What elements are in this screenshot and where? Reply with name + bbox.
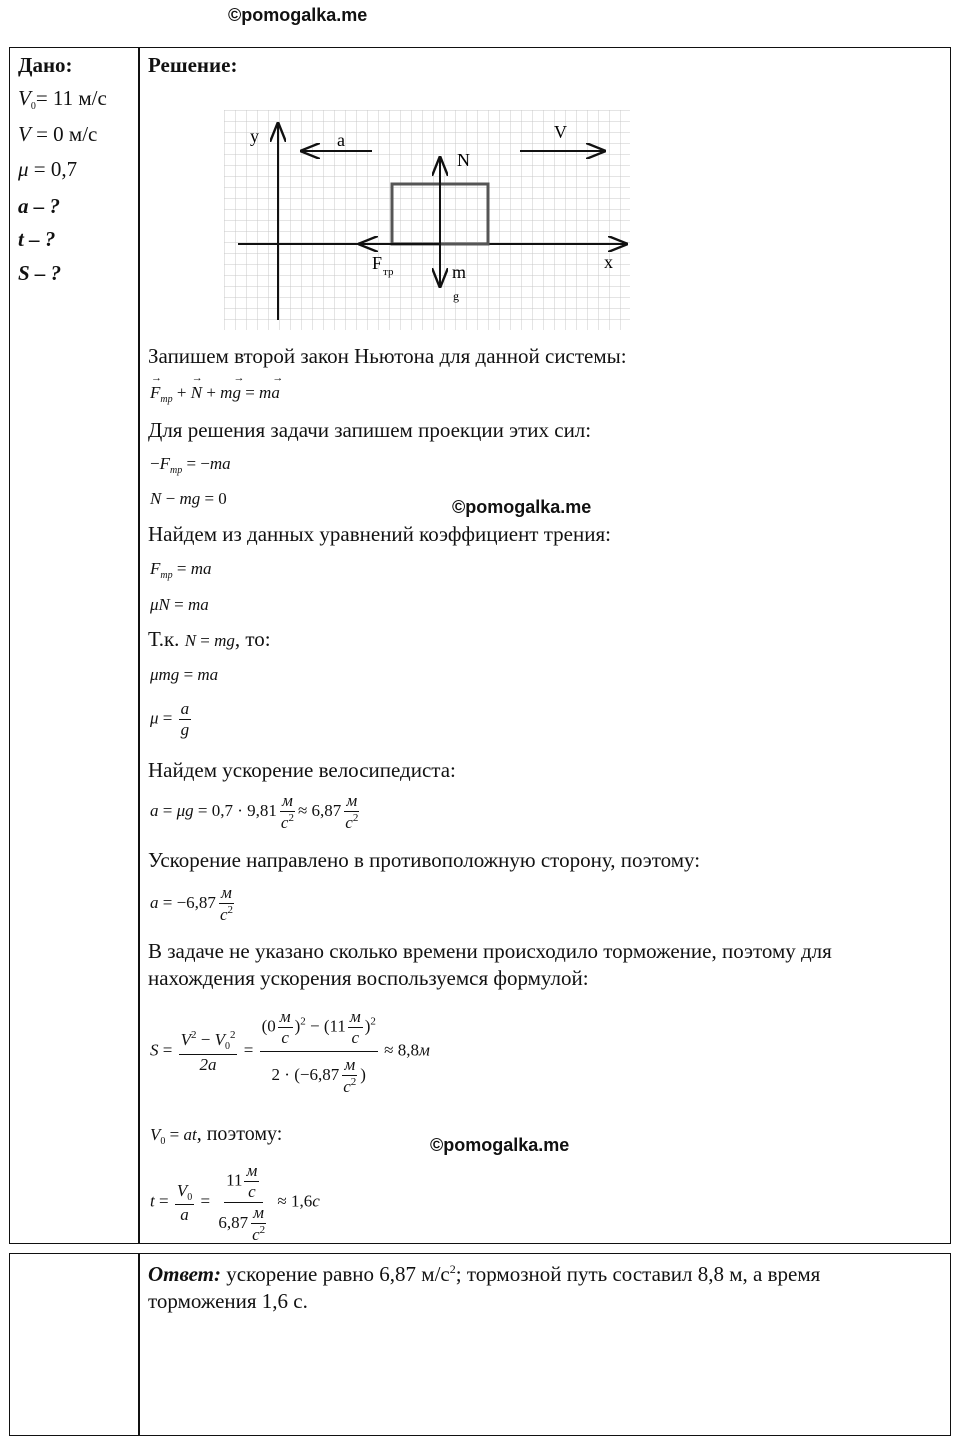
since-text: Т.к. N = mg, то: [148,627,271,651]
friction-coefficient-text: Найдем из данных уравнений коэффициент трения: [148,522,611,546]
watermark-bottom: ©pomogalka.me [430,1135,570,1155]
equation-newton-vector: → $F_{тр}$ + → N + m→ g = m→ a [150,384,280,405]
given-t-unknown: t – ? [18,227,56,251]
given-mu: μ = 0,7 [18,157,78,181]
answer-line1: Ответ: ускорение равно 6,87 $м/с^2$; тормозной путь составил 8,8 м, а время [148,1262,821,1286]
equation-projection-x: $-F_{тр} = -ma$ [150,454,231,476]
equation-distance: S = $\frac{V^2 - V_0^2}{2a}$ = (0 $\frac{м}{c}$ )$^2$ − (11 $\frac{м}{c}$ )$^2$ 2 · (−6,87 $\frac{м}{c^2}$ ) ≈ 8,8м [150,1007,430,1096]
answer-column-divider [138,1253,140,1436]
equation-negative-acceleration: a = −6,87 $\frac{м}{c^2}$ [150,883,233,924]
given-title: Дано: [18,53,73,77]
velocity-label: V [554,122,567,142]
newton-law-text: Запишем второй закон Ньютона для данной системы: [148,344,627,368]
braking-text-line1: В задаче не указано сколько времени происходило торможение, поэтому для [148,939,832,963]
given-a-unknown: a – ? [18,194,60,218]
given-v0: $V_0= 11$ м/с [18,86,107,112]
acceleration-label: a [337,130,345,150]
equation-mu-n: μN = ma [150,595,209,614]
equation-mu-mg: μmg = ma [150,665,219,684]
answer-label: Ответ: [148,1262,221,1286]
gravity-label: g [453,289,459,303]
mass-label: m [452,262,467,282]
equation-acceleration: a = μg = 0,7 · 9,81 $\frac{м}{c^2}$ ≈ 6,87 $\frac{м}{c^2}$ [150,791,359,832]
equation-projection-y: N − mg = 0 [150,489,227,508]
equation-v0-at: $V_0$ = at, поэтому: [150,1123,283,1147]
y-axis-label: y [250,126,259,146]
normal-force-label: N [457,150,470,170]
force-diagram [224,110,632,332]
answer-line2: торможения 1,6 с. [148,1289,308,1313]
grid-background [224,110,630,330]
opposite-direction-text: Ускорение направлено в противоположную сторону, поэтому: [148,848,701,872]
friction-label: F [372,253,383,273]
friction-subscript: тр [383,266,394,278]
solution-title: Решение: [148,53,238,77]
watermark-middle: ©pomogalka.me [452,497,592,517]
given-s-unknown: S – ? [18,261,62,285]
projection-text: Для решения задачи запишем проекции этих сил: [148,418,592,442]
equation-friction: $F_{тр}$ = ma [150,559,212,581]
acceleration-text: Найдем ускорение велосипедиста: [148,758,456,782]
given-v: V = 0 м/с [18,122,98,146]
braking-text-line2: нахождения ускорения воспользуемся формулой: [148,966,589,990]
equation-mu-fraction: μ = $\frac{a}{g}$ [150,699,190,739]
x-axis-label: x [604,252,613,272]
watermark-top: ©pomogalka.me [228,5,368,25]
equation-time: t = $\frac{V_0}{a}$ = 11 $\frac{м}{c}$ 6,87 $\frac{м}{c^2}$ ≈ 1,6c [150,1161,320,1244]
column-divider [138,47,140,1244]
